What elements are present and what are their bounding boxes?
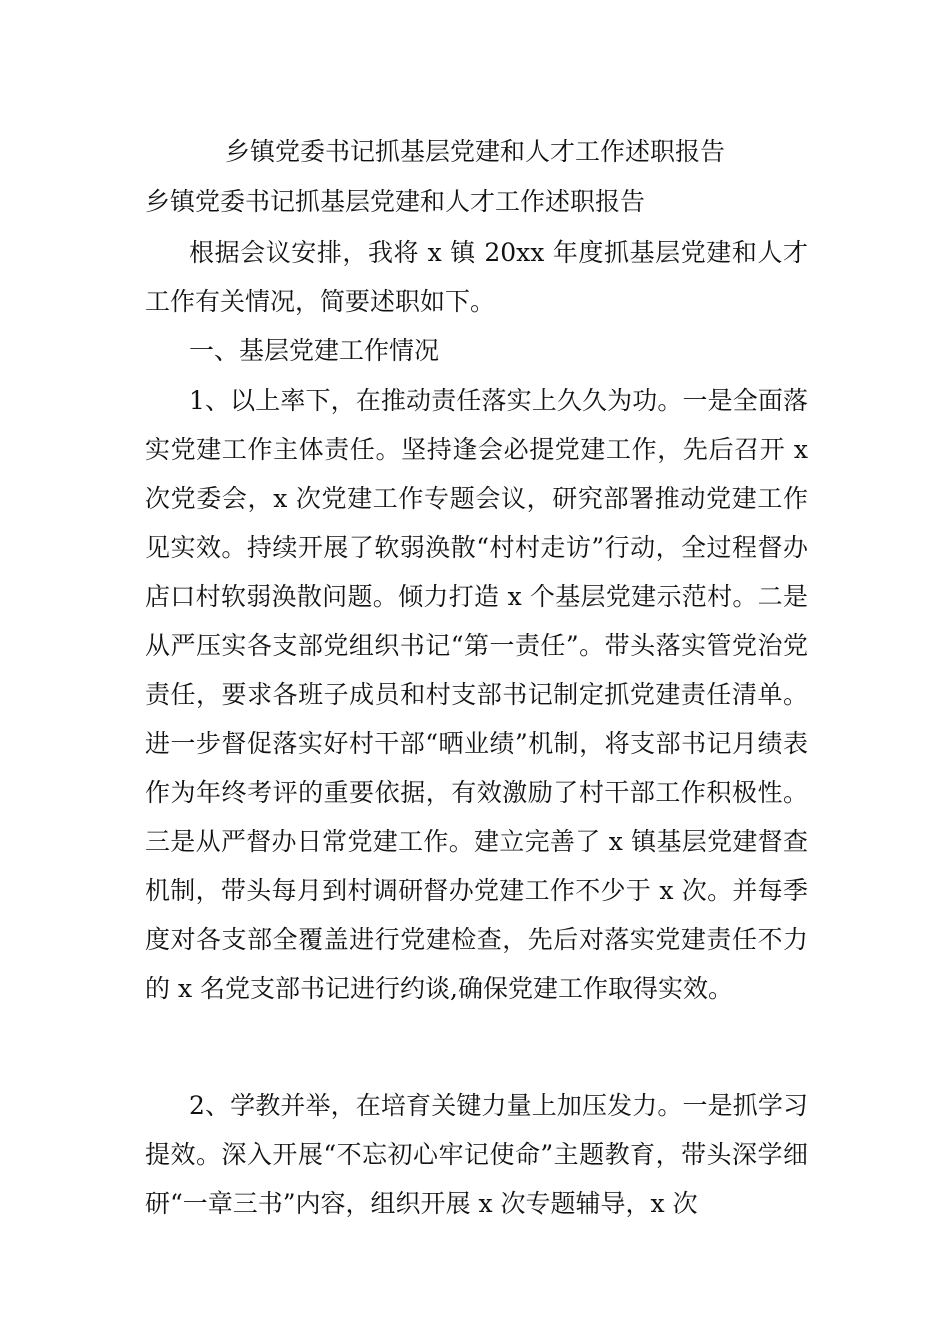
document-title: 乡镇党委书记抓基层党建和人才工作述职报告 <box>224 137 725 166</box>
section-heading-block <box>145 326 808 375</box>
item2-paragraph: 2、学教并举，在培育关键力量上加压发力。一是抓学习提效。深入开展“不忘初心牢记使命”主题教育，带头深学细研“一章三书”内容，组织开展 x 次专题辅导，x 次 <box>145 1091 808 1218</box>
intro-paragraph: 根据会议安排，我将 x 镇 20xx 年度抓基层党建和人才工作有关情况，简要述职如下。 <box>145 238 808 316</box>
section-heading: 一、基层党建工作情况 <box>189 336 440 365</box>
item1-paragraph: 1、以上率下，在推动责任落实上久久为功。一是全面落实党建工作主体责任。坚持逢会必提党建工作，先后召开 x 次党委会，x 次党建工作专题会议，研究部署推动党建工作见实效。持续开展了软弱涣散“村村走访”行动，全过程督办店口村软弱涣散问题。倾力打造 x 个基层党建示范村。二是从严压实各支部党组织书记“第一责任”。带头落实管党治党责任，要求各班子成员和村支部书记制定抓党建责任清单。进一步督促落实好村干部“晒业绩”机制，将支部书记月绩表作为年终考评的重要依据，有效激励了村干部工作积极性。三是从严督办日常党建工作。建立完善了 x 镇基层党建督查机制，带头每月到村调研督办党建工作不少于 x 次。并每季度对各支部全覆盖进行党建检查，先后对落实党建责任不力的 x 名党支部书记进行约谈,确保党建工作取得实效。 <box>145 386 808 1003</box>
document-subtitle: 乡镇党委书记抓基层党建和人才工作述职报告 <box>145 187 646 216</box>
item1-block <box>145 376 808 1013</box>
item2-block <box>145 1081 808 1228</box>
intro-block <box>145 228 808 326</box>
